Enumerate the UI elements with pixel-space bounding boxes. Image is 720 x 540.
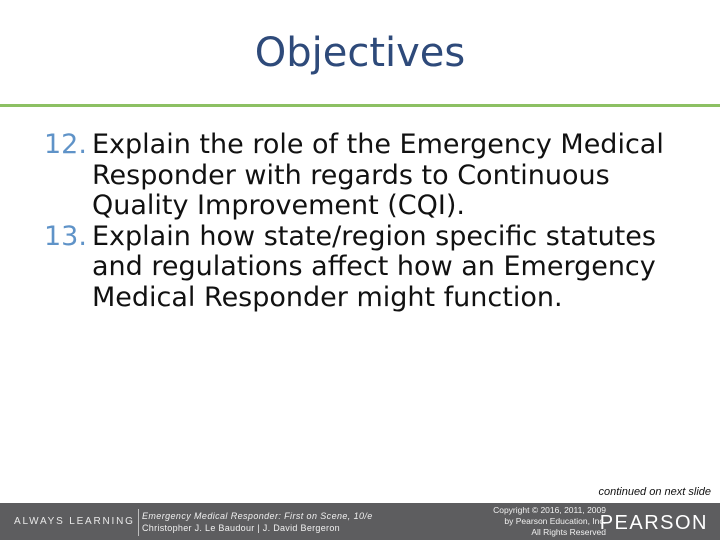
book-authors: Christopher J. Le Baudour | J. David Bergeron — [142, 523, 340, 533]
book-title: Emergency Medical Responder: First on Scene, 10/e — [142, 511, 373, 521]
objectives-list — [44, 130, 704, 313]
objective-text: Explain how state/region specific statutes and regulations affect how an Emergency Medical Responder might function. — [92, 220, 656, 313]
continued-note: continued on next slide — [598, 486, 711, 498]
copyright-line: Copyright © 2016, 2011, 2009 — [493, 505, 606, 515]
pearson-logo: PEARSON — [599, 512, 708, 534]
objective-number: 12. — [44, 129, 87, 160]
footer-divider — [138, 509, 139, 536]
objective-item — [44, 222, 704, 314]
copyright-line: All Rights Reserved — [531, 527, 606, 537]
objective-text: Explain the role of the Emergency Medical Responder with regards to Continuous Quality Improvement (CQI). — [92, 129, 664, 221]
slide-title: Objectives — [254, 30, 466, 76]
copyright-line: by Pearson Education, Inc. — [504, 516, 606, 526]
footer-tagline: ALWAYS LEARNING — [14, 516, 135, 527]
footer-bar — [0, 503, 720, 540]
copyright-notice — [438, 505, 606, 538]
book-credit — [142, 510, 373, 534]
objective-item — [44, 130, 704, 222]
objective-number: 13. — [44, 220, 87, 252]
title-divider — [0, 104, 720, 107]
